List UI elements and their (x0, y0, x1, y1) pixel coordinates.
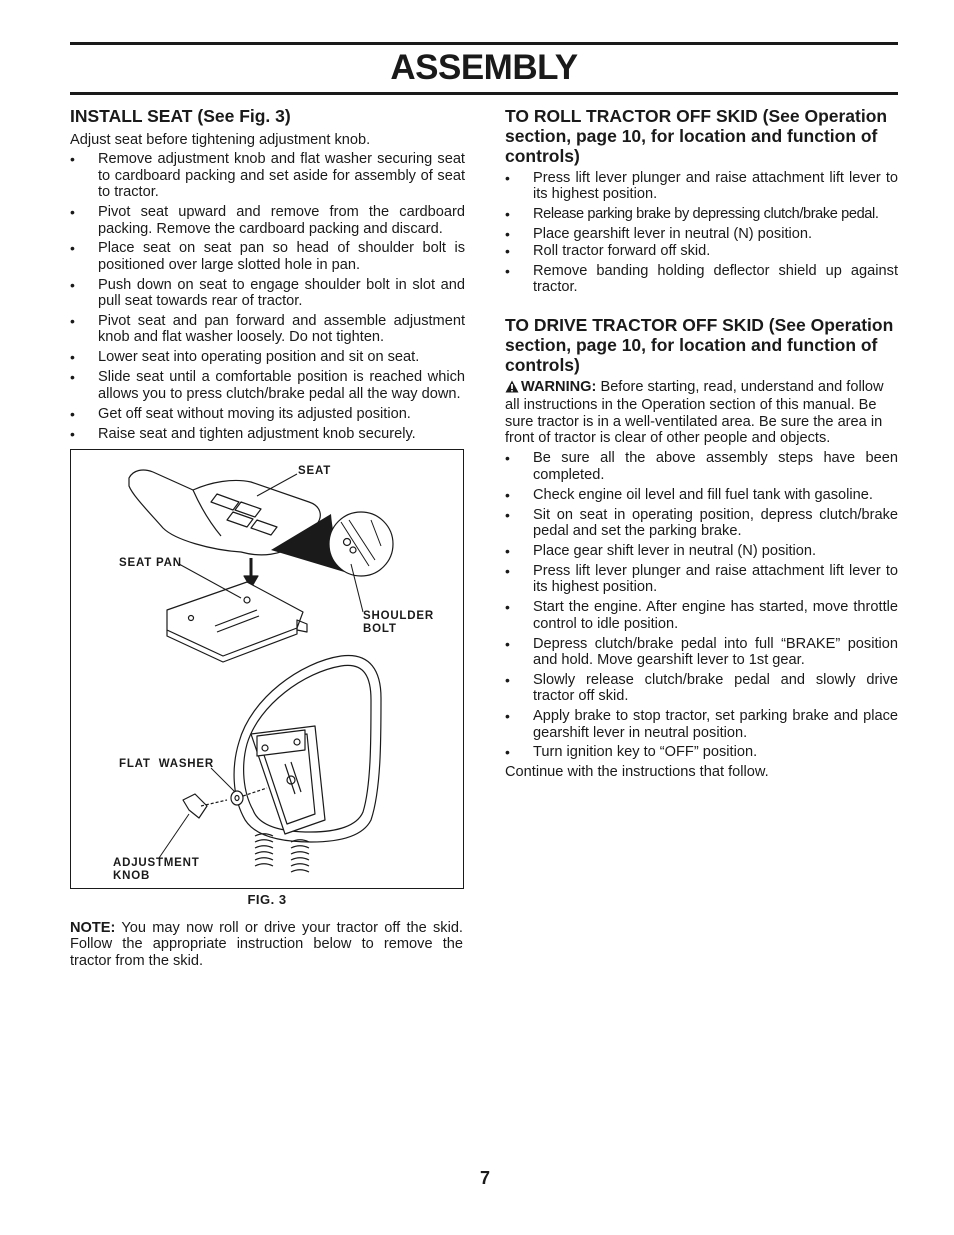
drive-off-steps (505, 450, 898, 760)
callout-flat-washer: FLAT WASHER (119, 758, 214, 770)
callout-seat: SEAT (298, 465, 332, 477)
list-item: • Depress clutch/brake pedal into full “BRAKE” position and hold. Move gearshift lever to 1st gear. (505, 635, 898, 668)
header-top-rule (70, 42, 898, 45)
roll-off-heading: TO ROLL TRACTOR OFF SKID (See Operation section, page 10, for location and function of controls) (505, 106, 888, 166)
list-item: • Lower seat into operating position and sit on seat. (70, 349, 420, 366)
note-paragraph (70, 920, 463, 969)
list-item: • Release parking brake by depressing clutch/brake pedal. (505, 206, 879, 223)
callout-seat-pan: SEAT PAN (119, 557, 182, 569)
list-item: • Remove banding holding deflector shield up against tractor. (505, 262, 898, 295)
roll-off-steps (505, 170, 898, 295)
install-seat-section (70, 106, 465, 445)
list-item: • Turn ignition key to “OFF” position. (505, 744, 758, 761)
list-item: • Place seat on seat pan so head of shoulder bolt is positioned over large slotted hole in pan. (70, 240, 465, 273)
list-item: • Start the engine. After engine has started, move throttle control to idle position. (505, 599, 898, 632)
list-item: • Check engine oil level and fill fuel tank with gasoline. (505, 486, 873, 503)
header-bottom-rule (70, 92, 898, 95)
section-spacer (505, 299, 898, 315)
callout-adjustment-knob-line-2: KNOB (113, 870, 151, 882)
list-item: • Press lift lever plunger and raise attachment lift lever to its highest position. (505, 562, 898, 596)
warning-label: WARNING: (521, 378, 597, 395)
right-column (505, 106, 898, 781)
note-label: NOTE: (70, 920, 116, 936)
list-item: • Raise seat and tighten adjustment knob securely. (70, 425, 416, 442)
list-item: • Slowly release clutch/brake pedal and slowly drive tractor off skid. (505, 671, 898, 705)
seat-assembly-illustration (71, 450, 463, 888)
install-seat-heading: INSTALL SEAT (See Fig. 3) (70, 106, 291, 126)
list-item: • Push down on seat to engage shoulder bolt in slot and pull seat towards rear of tractor. (70, 276, 465, 310)
warning-paragraph (505, 379, 898, 447)
list-item: • Be sure all the above assembly steps have been completed. (505, 450, 898, 483)
warning-triangle-icon (505, 380, 519, 397)
install-seat-intro: Adjust seat before tightening adjustment knob. (70, 132, 371, 148)
list-item: • Remove adjustment knob and flat washer securing seat to cardboard packing and set aside for assembly of seat to tractor. (70, 151, 465, 201)
callout-adjustment-knob (113, 857, 200, 883)
list-item: • Apply brake to stop tractor, set parking brake and place gearshift lever in neutral position. (505, 708, 898, 741)
install-seat-steps (70, 151, 465, 442)
callout-shoulder-bolt (363, 610, 434, 636)
closing-text: Continue with the instructions that follow. (505, 764, 769, 781)
list-item: • Pivot seat and pan forward and assemble adjustment knob and flat washer loosely. Do not tighten. (70, 313, 465, 346)
list-item: • Press lift lever plunger and raise attachment lift lever to its highest position. (505, 170, 898, 203)
list-item: • Pivot seat upward and remove from the cardboard packing. Remove the cardboard packing and discard. (70, 204, 465, 237)
note-text: You may now roll or drive your tractor off the skid. Follow the appropriate instruction below to remove the tractor from the skid. (70, 920, 463, 969)
warning-text: Before starting, read, understand and follow all instructions in the Operation section of this manual. Be sure tractor is in a well-ventilated area. Be sure the area in front of tractor is clear of other people and objects. (505, 378, 884, 447)
list-item: • Roll tractor forward off skid. (505, 242, 711, 259)
list-item: • Slide seat until a comfortable position is reached which allows you to press clutch/brake pedal all the way down. (70, 369, 465, 402)
drive-off-section (505, 315, 898, 781)
list-item: • Get off seat without moving its adjusted position. (70, 405, 411, 422)
callout-shoulder-bolt-line-2: BOLT (363, 623, 397, 635)
callout-adjustment-knob-line-1: ADJUSTMENT (113, 857, 200, 869)
list-item: • Sit on seat in operating position, depress clutch/brake pedal and set the parking brake. (505, 506, 898, 540)
page-title: ASSEMBLY (390, 48, 578, 87)
list-item: • Place gearshift lever in neutral (N) position. (505, 226, 813, 243)
list-item: • Place gear shift lever in neutral (N) position. (505, 543, 817, 559)
callout-shoulder-bolt-line-1: SHOULDER (363, 610, 434, 622)
figure-caption: FIG. 3 (247, 892, 287, 907)
figure-3 (70, 449, 464, 889)
drive-off-heading: TO DRIVE TRACTOR OFF SKID (See Operation section, page 10, for location and function of controls) (505, 314, 894, 375)
page-number: 7 (479, 1168, 490, 1188)
roll-off-section (505, 106, 898, 295)
